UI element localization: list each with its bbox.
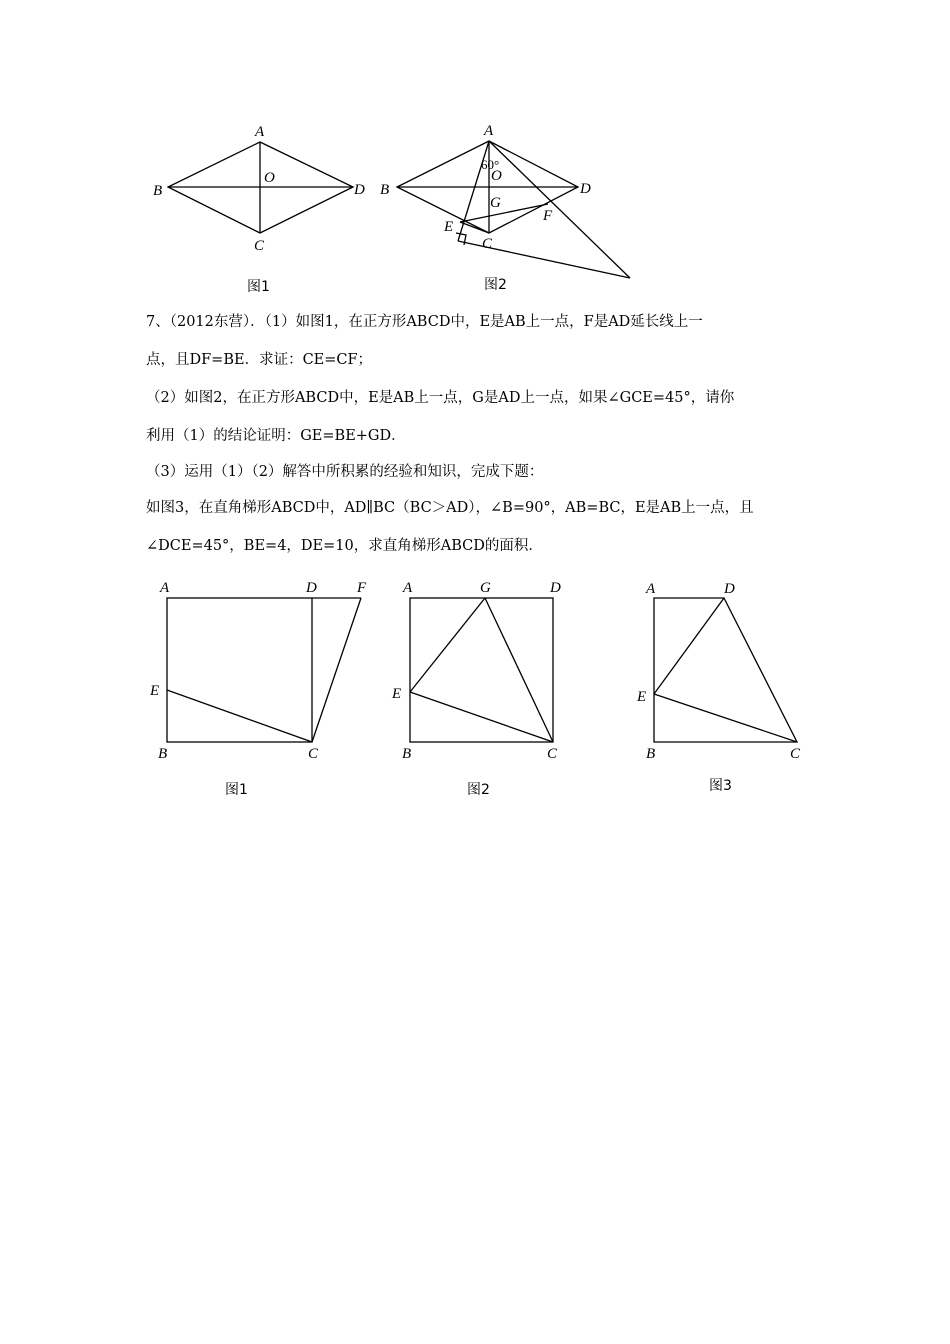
segment-ec — [460, 222, 489, 233]
label-d: D — [724, 581, 735, 597]
label-g: G — [480, 580, 491, 596]
problem-line-3: （2）如图2，在正方形ABCD中，E是AB上一点，G是AD上一点，如果∠GCE=45°，请你 — [146, 390, 735, 406]
label-b: B — [158, 746, 168, 762]
label-e: E — [392, 686, 402, 702]
angle-label: 60° — [481, 157, 500, 172]
label-b: B — [646, 746, 656, 762]
label-f: F — [543, 208, 553, 224]
label-b: B — [153, 183, 163, 199]
caption-bottom-fig2: 图2 — [467, 782, 490, 798]
segment-eg — [410, 598, 485, 692]
segment-ef — [460, 204, 548, 222]
segment-gc — [485, 598, 553, 742]
label-a: A — [160, 580, 170, 596]
problem-text — [146, 303, 810, 565]
label-d: D — [550, 580, 561, 596]
label-e: E — [444, 219, 454, 235]
label-g: G — [490, 195, 501, 211]
label-f: F — [357, 580, 367, 596]
label-o: O — [491, 168, 502, 184]
right-angle-mark — [456, 233, 466, 245]
problem-line-2: 点，且DF=BE．求证：CE=CF； — [146, 352, 373, 368]
trapezoid-abcd — [654, 598, 797, 742]
label-a: A — [255, 124, 265, 140]
segment-ed — [654, 598, 724, 694]
bottom-figure-1 — [149, 580, 367, 798]
label-c: C — [308, 746, 319, 762]
label-e: E — [637, 689, 647, 705]
caption-top-fig1: 图1 — [247, 279, 270, 295]
label-c: C — [790, 746, 801, 762]
problem-line-5: （3）运用（1）（2）解答中所积累的经验和知识，完成下题： — [146, 464, 544, 480]
bottom-figure-3 — [636, 581, 801, 794]
label-c: C — [254, 238, 265, 254]
label-b: B — [380, 182, 390, 198]
problem-line-1: 7、（2012东营）．（1）如图1，在正方形ABCD中，E是AB上一点，F是AD延长线上一 — [146, 314, 703, 330]
segment-af-extended — [489, 141, 630, 278]
caption-bottom-fig1: 图1 — [225, 782, 248, 798]
segment-fc — [312, 598, 361, 742]
label-d: D — [306, 580, 317, 596]
label-b: B — [402, 746, 412, 762]
label-a: A — [646, 581, 656, 597]
label-c: C — [482, 236, 493, 252]
segment-ae — [458, 141, 489, 241]
label-o: O — [264, 170, 275, 186]
segment-ec — [167, 690, 312, 742]
label-d: D — [354, 182, 365, 198]
segment-ec — [654, 694, 797, 742]
problem-line-4: 利用（1）的结论证明：GE=BE+GD． — [146, 428, 406, 444]
square-abcd — [167, 598, 312, 742]
label-c: C — [547, 746, 558, 762]
problem-line-7: ∠DCE=45°，BE=4，DE=10，求直角梯形ABCD的面积． — [146, 538, 543, 554]
caption-top-fig2: 图2 — [484, 277, 507, 293]
bottom-figure-2 — [391, 580, 561, 798]
top-figure-1 — [153, 124, 365, 295]
top-figure-2 — [380, 123, 630, 293]
caption-bottom-fig3: 图3 — [709, 778, 732, 794]
square-abcd — [410, 598, 553, 742]
label-e: E — [150, 683, 160, 699]
problem-line-6: 如图3，在直角梯形ABCD中，AD∥BC（BC＞AD），∠B=90°，AB=BC，E是AB上一点，且 — [146, 500, 754, 516]
segment-ec — [410, 692, 553, 742]
label-a: A — [403, 580, 413, 596]
label-d: D — [580, 181, 591, 197]
label-a: A — [484, 123, 494, 139]
